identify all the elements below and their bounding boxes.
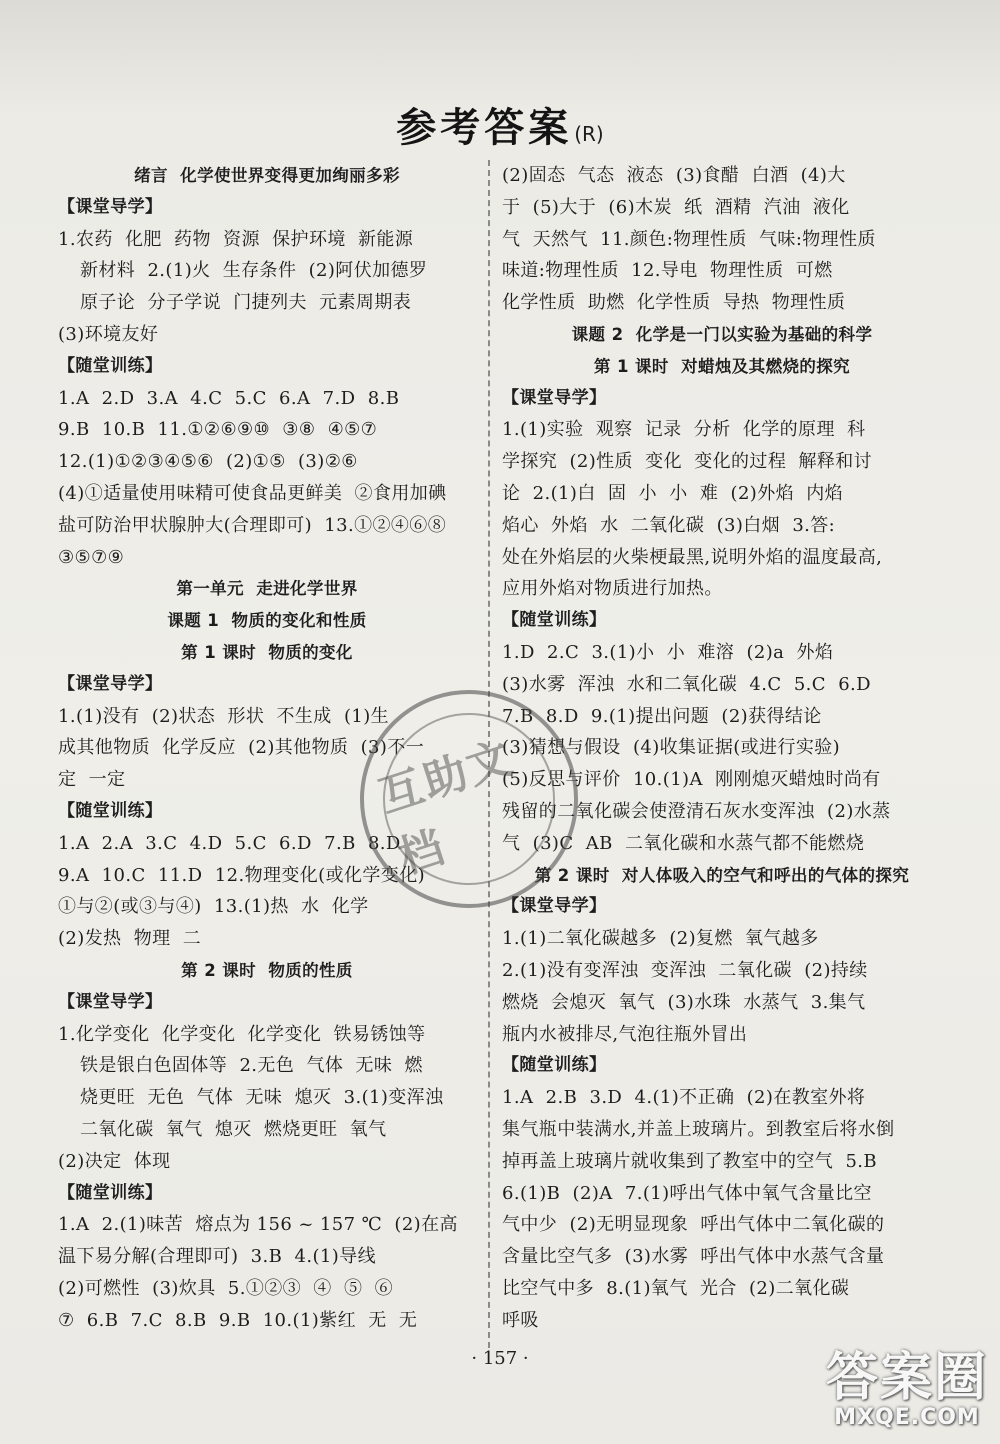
section-heading: 【随堂训练】 (58, 800, 163, 821)
answer-line: 1.A 2.B 3.D 4.(1)不正确 (2)在教室外将 (502, 1087, 866, 1109)
answer-line: 1.A 2.A 3.C 4.D 5.C 6.D 7.B 8.D (58, 832, 401, 854)
section-heading: 【课堂导学】 (58, 991, 163, 1012)
answer-line: 1.(1)二氧化碳越多 (2)复燃 氧气越多 (502, 928, 819, 950)
answer-line: 1.D 2.C 3.(1)小 小 难溶 (2)a 外焰 (502, 641, 834, 663)
answer-line: 残留的二氧化碳会使澄清石灰水变浑浊 (2)水蒸 (502, 800, 891, 822)
section-heading: 【随堂训练】 (502, 610, 607, 631)
answer-line: 新材料 2.(1)火 生存条件 (2)阿伏加德罗 (80, 260, 428, 282)
answer-line: 比空气中多 8.(1)氧气 光合 (2)二氧化碳 (502, 1277, 850, 1299)
answer-line: 温下易分解(合理即可) 3.B 4.(1)导线 (58, 1246, 377, 1268)
answer-line: 呼吸 (502, 1309, 539, 1331)
lesson-heading: 第 2 课时 对人体吸入的空气和呼出的气体的探究 (534, 865, 910, 885)
answer-line: 处在外焰层的火柴梗最黑,说明外焰的温度最高, (502, 546, 883, 568)
answer-line: 含量比空气多 (3)水雾 呼出气体中水蒸气含量 (502, 1246, 885, 1268)
answer-line: ⑦ 6.B 7.C 8.B 9.B 10.(1)紫红 无 无 (58, 1309, 418, 1331)
answer-line: 集气瓶中装满水,并盖上玻璃片。到教室后将水倒 (502, 1118, 895, 1140)
answer-line: 燃烧 会熄灭 氧气 (3)水珠 水蒸气 3.集气 (502, 991, 866, 1013)
answer-line: 7.B 8.D 9.(1)提出问题 (2)获得结论 (502, 705, 822, 727)
answer-line: 烧更旺 无色 气体 无味 熄灭 3.(1)变浑浊 (80, 1087, 444, 1109)
answer-line: 9.B 10.B 11.①②⑥⑨⑩ ③⑧ ④⑤⑦ (58, 419, 378, 441)
answer-line: (4)①适量使用味精可使食品更鲜美 ②食用加碘 (58, 482, 447, 504)
right-column (502, 160, 942, 1336)
section-heading: 【课堂导学】 (502, 896, 607, 917)
site-watermark (825, 1348, 988, 1430)
answer-line: 成其他物质 化学反应 (2)其他物质 (3)不一 (58, 737, 425, 759)
answer-line: ①与②(或③与④) 13.(1)热 水 化学 (58, 896, 369, 918)
answer-line: 应用外焰对物质进行加热。 (502, 578, 723, 600)
stamp-text: 互助文档 (361, 691, 578, 908)
answer-line: 9.A 10.C 11.D 12.物理变化(或化学变化) (58, 864, 426, 886)
answer-line: 化学性质 助燃 化学性质 导热 物理性质 (502, 292, 846, 314)
answer-line: 气中少 (2)无明显现象 呼出气体中二氧化碳的 (502, 1214, 885, 1236)
answer-line: ③⑤⑦⑨ (58, 546, 125, 568)
answer-line: 气 天然气 11.颜色:物理性质 气味:物理性质 (502, 228, 876, 250)
answer-line: 1.化学变化 化学变化 化学变化 铁易锈蚀等 (58, 1023, 426, 1045)
answer-line: (2)决定 体现 (58, 1150, 171, 1172)
section-heading: 【随堂训练】 (502, 1055, 607, 1076)
title-main: 参考答案 (396, 105, 573, 151)
page-title (0, 96, 1000, 153)
lesson-heading: 第 1 课时 对蜡烛及其燃烧的探究 (593, 356, 851, 376)
section-heading: 【课堂导学】 (58, 673, 163, 694)
watermark-url: MXQE.COM (834, 1405, 980, 1430)
lesson-heading: 课题 1 物质的变化和性质 (167, 611, 367, 631)
answer-line: 1.A 2.D 3.A 4.C 5.C 6.A 7.D 8.B (58, 387, 400, 409)
lesson-heading: 绪言 化学使世界变得更加绚丽多彩 (134, 166, 400, 185)
answer-line: 论 2.(1)白 固 小 小 难 (2)外焰 内焰 (502, 482, 844, 504)
lesson-heading: 第 1 课时 物质的变化 (181, 642, 353, 662)
answer-line: 12.(1)①②③④⑤⑥ (2)①⑤ (3)②⑥ (58, 451, 358, 473)
answer-line: 学探究 (2)性质 变化 变化的过程 解释和讨 (502, 451, 873, 473)
lesson-heading: 第一单元 走进化学世界 (176, 579, 358, 599)
section-heading: 【随堂训练】 (58, 1182, 163, 1203)
title-suffix: (R) (574, 122, 604, 146)
section-heading: 【课堂导学】 (58, 196, 163, 217)
answer-line: 气 (3)C AB 二氧化碳和水蒸气都不能燃烧 (502, 832, 865, 854)
answer-line: 二氧化碳 氧气 熄灭 燃烧更旺 氧气 (80, 1118, 387, 1140)
answer-line: (5)反思与评价 10.(1)A 刚刚熄灭蜡烛时尚有 (502, 769, 881, 791)
answer-line: (2)可燃性 (3)炊具 5.①②③ ④ ⑤ ⑥ (58, 1277, 393, 1299)
answer-line: 焰心 外焰 水 二氧化碳 (3)白烟 3.答: (502, 514, 836, 536)
answer-line: 瓶内水被排尽,气泡往瓶外冒出 (502, 1023, 748, 1045)
answer-line: 于 (5)大于 (6)木炭 纸 酒精 汽油 液化 (502, 196, 850, 218)
answer-line: (2)固态 气态 液态 (3)食醋 白酒 (4)大 (502, 165, 846, 186)
answer-line: 1.A 2.(1)味苦 熔点为 156 ~ 157 ℃ (2)在高 (58, 1214, 458, 1236)
answer-line: 掉再盖上玻璃片就收集到了教室中的空气 5.B (502, 1150, 878, 1172)
lesson-heading: 第 2 课时 物质的性质 (181, 960, 353, 980)
page-number: · 157 · (471, 1348, 529, 1369)
answer-line: 味道:物理性质 12.导电 物理性质 可燃 (502, 260, 833, 282)
answer-line: 1.(1)实验 观察 记录 分析 化学的原理 科 (502, 419, 866, 441)
answer-line: 盐可防治甲状腺肿大(合理即可) 13.①②④⑥⑧ (58, 514, 447, 536)
answer-line: 6.(1)B (2)A 7.(1)呼出气体中氧气含量比空 (502, 1182, 872, 1204)
answer-line: 定 一定 (58, 769, 126, 791)
answer-line: 铁是银白色固体等 2.无色 气体 无味 燃 (80, 1055, 423, 1077)
answer-line: 2.(1)没有变浑浊 变浑浊 二氧化碳 (2)持续 (502, 959, 868, 981)
answer-line: 1.农药 化肥 药物 资源 保护环境 新能源 (58, 228, 414, 250)
section-heading: 【随堂训练】 (58, 355, 163, 376)
section-heading: 【课堂导学】 (502, 387, 607, 408)
answer-line: (3)猜想与假设 (4)收集证据(或进行实验) (502, 737, 841, 759)
answer-line: 原子论 分子学说 门捷列夫 元素周期表 (80, 292, 412, 314)
answer-line: (2)发热 物理 二 (58, 928, 202, 950)
watermark-logo: 答案圈 (825, 1348, 988, 1408)
answer-line: (3)水雾 浑浊 水和二氧化碳 4.C 5.C 6.D (502, 673, 872, 695)
answer-line: 1.(1)没有 (2)状态 形状 不生成 (1)生 (58, 705, 390, 727)
answer-line: (3)环境友好 (58, 323, 159, 345)
lesson-heading: 课题 2 化学是一门以实验为基础的科学 (571, 324, 873, 344)
